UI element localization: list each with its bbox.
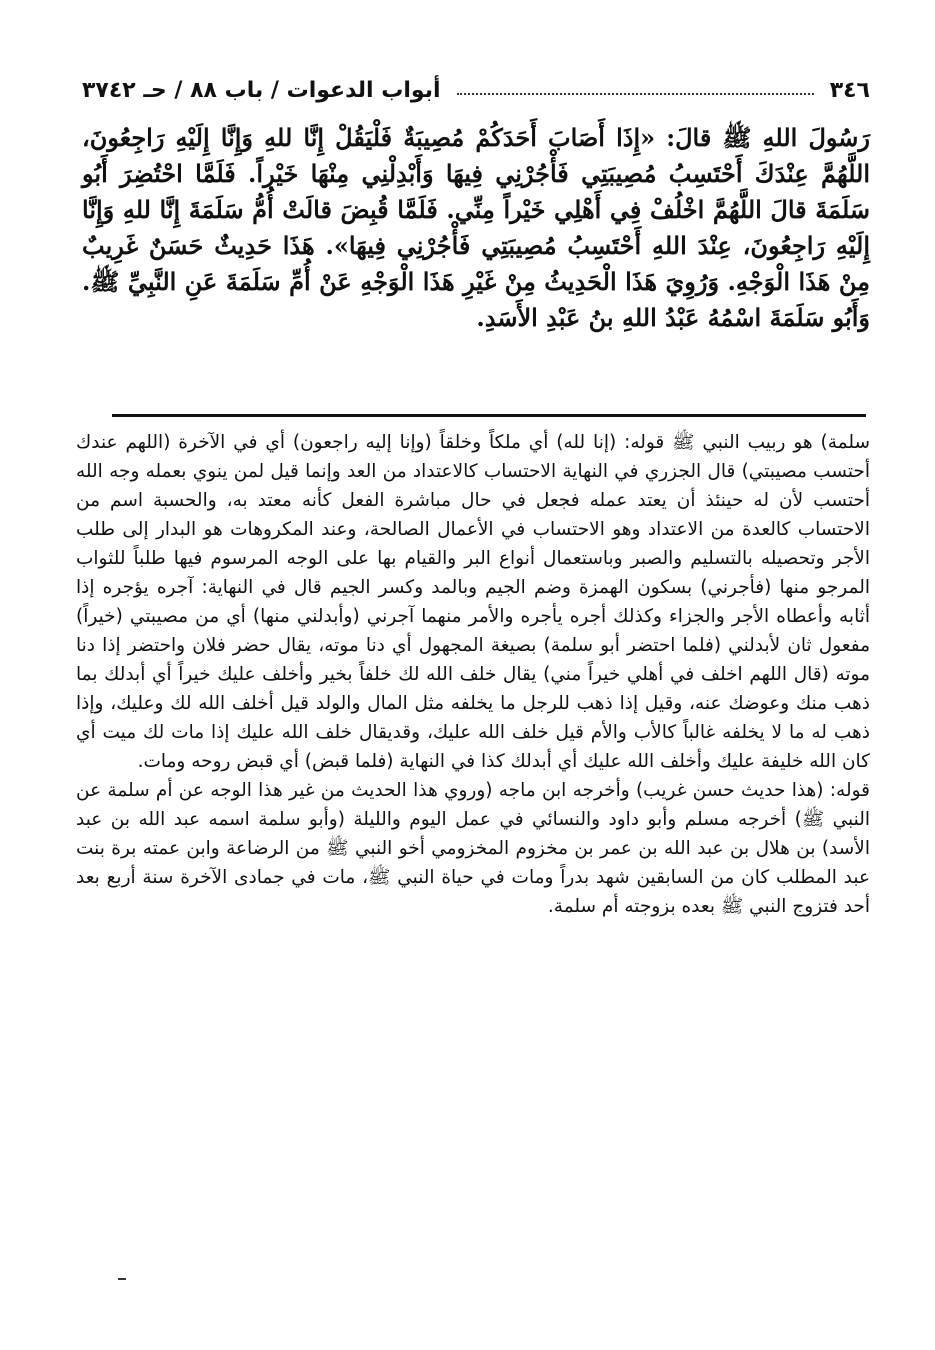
page-number: ٣٤٦ — [829, 77, 870, 103]
running-title: أبواب الدعوات / باب ٨٨ / حـ ٣٧٤٢ — [82, 77, 441, 103]
hadith-text — [82, 120, 870, 336]
commentary-paragraph: قوله: (هذا حديث حسن غريب) وأخرجه ابن ماجه (وروي هذا الحديث من غير هذا الوجه عن أم سلمة عن النبي ﷺ) أخرجه مسلم وأبو داود والنسائي في عمل اليوم والليلة (وأبو سلمة اسمه عبد الله بن عبد الأسد) بن هلال بن عبد الله بن عمر بن مخزوم المخزومي أخو النبي ﷺ من الرضاعة وابن عمته برة بنت عبد المطلب كان من السابقين شهد بدراً ومات في حياة النبي ﷺ، مات في جمادى الآخرة سنة أربع بعد أحد فتزوج النبي ﷺ بعده بزوجته أم سلمة. — [76, 780, 870, 917]
commentary-paragraph: سلمة) هو ربيب النبي ﷺ قوله: (إنا لله) أي ملكاً وخلقاً (وإنا إليه راجعون) أي في الآخرة (اللهم عندك أحتسب مصيبتي) قال الجزري في النهاية الاحتساب كالاعتداد من العد وإنما قيل لمن ينوي بعمله وجه الله أحتسب لأن له حينئذ أن يعتد عمله فجعل في حال مباشرة الفعل كأنه معتد به، والحسبة اسم من الاحتساب كالعدة من الاعتداد وهو الاحتساب في الأعمال الصالحة، وعند المكروهات هو البدار إلى طلب الأجر وتحصيله بالتسليم والصبر وباستعمال أنواع البر والقيام بها على الوجه المرسوم فيها طلباً للثواب المرجو منها (فأجرني) بسكون الهمزة وضم الجيم وبالمد وكسر الجيم قال في النهاية: آجره يؤجره إذا أثابه وأعطاه الأجر والجزاء وكذلك أجره يأجره والأمر منهما آجرني (وأبدلني منها) أي من مصيبتي (خيراً) مفعول ثان لأبدلني (فلما احتضر أبو سلمة) بصيغة المجهول أي دنا موته، يقال حضر فلان واحتضر إذا دنا موته (قال اللهم اخلف في أهلي خيراً مني) يقال خلف الله لك خلفاً بخير وأخلف عليك خيراً أي أبدلك بما ذهب منك وعوضك عنه، وقيل إذا ذهب للرجل ما يخلفه مثل المال والولد قيل أخلف الله لك وعليك، وإذا ذهب له ما لا يخلفه غالباً كالأب والأم قيل خلف الله عليك، وقديقال خلف الله عليك إذا مات لك ميت أي كان الله خليفة عليك وأخلف الله عليك أي أبدلك كذا في النهاية (فلما قبض) أي قبض روحه ومات. — [76, 432, 870, 772]
page-header — [82, 70, 870, 110]
footnote-separator — [112, 414, 866, 417]
commentary-notes — [76, 428, 870, 921]
header-dot-leader — [457, 92, 814, 95]
page-mark — [118, 1278, 126, 1280]
hadith-paragraph: رَسُولَ اللهِ ﷺ قالَ: «إِذَا أَصَابَ أَحَدَكُمْ مُصِيبَةٌ فَلْيَقُلْ إِنَّا للهِ وَإِنَّا إِلَيْهِ رَاجِعُونَ، اللَّهُمَّ عِنْدَكَ أَحْتَسِبُ مُصِيبَتِي فَأْجُرْنِي فِيهَا وَأَبْدِلْنِي مِنْهَا خَيْراً. فَلَمَّا احْتُضِرَ أَبُو سَلَمَةَ قالَ اللَّهُمَّ اخْلُفْ فِي أَهْلِي خَيْراً مِنِّي. فَلَمَّا قُبِضَ قالَتْ أُمُّ سَلَمَةَ إِنَّا للهِ وَإِنَّا إِلَيْهِ رَاجِعُونَ، عِنْدَ اللهِ أَحْتَسِبُ مُصِيبَتِي فَأْجُرْنِي فِيهَا». هَذَا حَدِيثٌ حَسَنٌ غَرِيبٌ مِنْ هَذَا الْوَجْهِ. وَرُوِيَ هَذَا الْحَدِيثُ مِنْ غَيْرِ هَذَا الْوَجْهِ عَنْ أُمِّ سَلَمَةَ عَنِ النَّبِيِّ ﷺ. وَأَبُو سَلَمَةَ اسْمُهُ عَبْدُ اللهِ بنُ عَبْدِ الأَسَدِ. — [82, 123, 871, 332]
